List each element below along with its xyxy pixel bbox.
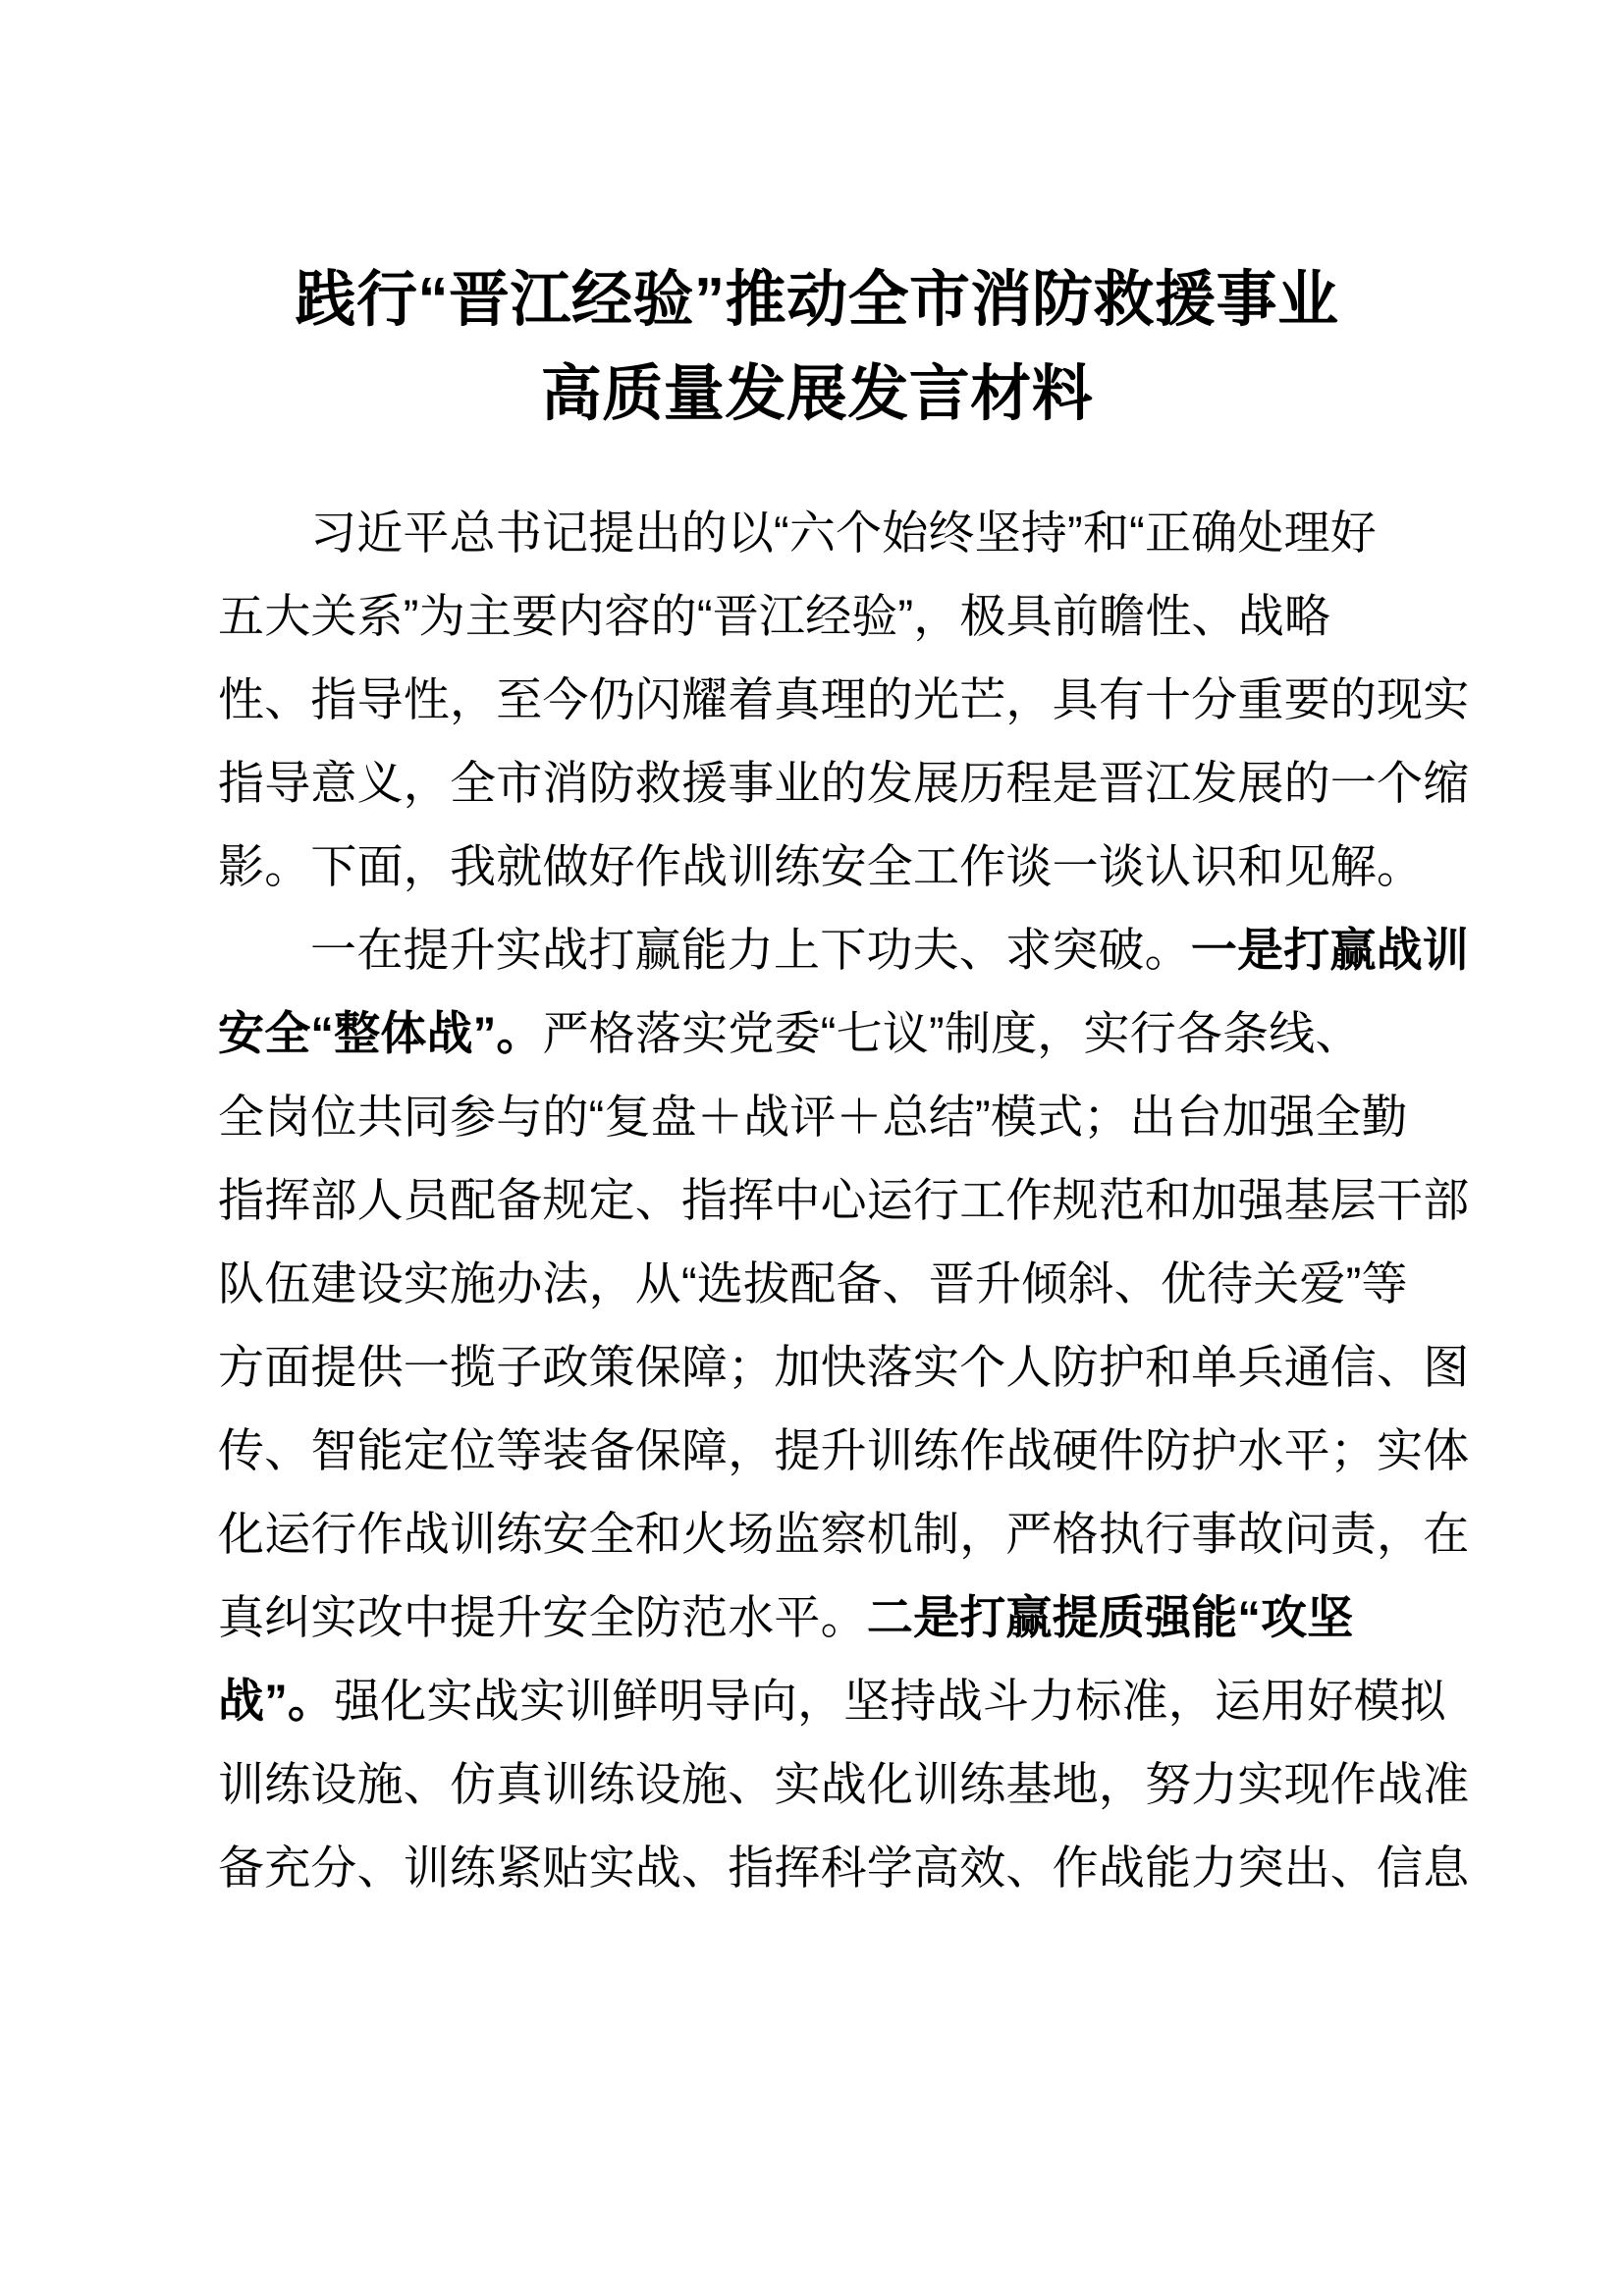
paragraph-section-one-line-6: 方面提供一揽子政策保障；加快落实个人防护和单兵通信、图 bbox=[218, 1341, 1470, 1393]
paragraph-intro-line-4: 指导意义，全市消防救援事业的发展历程是晋江发展的一个缩 bbox=[218, 757, 1470, 809]
paragraph-intro-line-3: 性、指导性，至今仍闪耀着真理的光芒，具有十分重要的现实 bbox=[218, 673, 1470, 725]
paragraph-section-one-line-5: 队伍建设实施办法，从“选拔配备、晋升倾斜、优待关爱”等 bbox=[218, 1257, 1408, 1309]
paragraph-intro-line-1 bbox=[218, 491, 1416, 574]
title-block bbox=[218, 0, 1416, 442]
section-one-body-text-1: 严格落实党委“七议”制度，实行各条线、 bbox=[542, 1007, 1362, 1059]
paragraph-intro-line-5: 影。下面，我就做好作战训练安全工作谈一谈认识和见解。 bbox=[218, 840, 1424, 892]
paragraph-section-one-line-4: 指挥部人员配备规定、指挥中心运行工作规范和加强基层干部 bbox=[218, 1174, 1470, 1226]
section-two-heading-part-2: 战”。 bbox=[218, 1675, 335, 1727]
title-line-1: 践行“晋江经验”推动全市消防救援事业 bbox=[295, 266, 1339, 334]
paragraph-section-one bbox=[218, 908, 1470, 1909]
paragraph-section-one-line-2 bbox=[218, 991, 1416, 1075]
paragraph-section-one-line-3: 全岗位共同参与的“复盘＋战评＋总结”模式；出台加强全勤 bbox=[218, 1091, 1408, 1143]
section-one-heading-part-2: 安全“整体战”。 bbox=[218, 1007, 543, 1059]
document-content bbox=[218, 0, 1470, 1909]
paragraph-section-one-line-11: 训练设施、仿真训练设施、实战化训练基地，努力实现作战准 bbox=[218, 1758, 1470, 1810]
title-line-2: 高质量发展发言材料 bbox=[540, 360, 1094, 428]
section-two-heading-part-1: 二是打赢提质强能“攻坚 bbox=[866, 1591, 1354, 1643]
paragraph-section-one-line-8: 化运行作战训练安全和火场监察机制，严格执行事故问责，在 bbox=[218, 1508, 1470, 1560]
paragraph-intro-text-1: 习近平总书记提出的以“六个始终坚持”和“正确处理好 bbox=[310, 507, 1377, 559]
paragraph-section-one-line-10 bbox=[218, 1659, 1446, 1742]
paragraph-section-one-line-9 bbox=[218, 1575, 1416, 1659]
page-title bbox=[218, 253, 1416, 442]
paragraph-section-one-line-1 bbox=[218, 908, 1470, 991]
section-one-body-text-2: 真纠实改中提升安全防范水平。 bbox=[218, 1591, 867, 1643]
paragraph-section-one-line-7: 传、智能定位等装备保障，提升训练作战硬件防护水平；实体 bbox=[218, 1424, 1470, 1476]
paragraph-intro-line-2: 五大关系”为主要内容的“晋江经验”，极具前瞻性、战略 bbox=[218, 590, 1331, 642]
body-block bbox=[218, 442, 1470, 1909]
section-one-heading-part-1: 一是打赢战训 bbox=[1190, 924, 1470, 976]
section-two-body-text-1: 强化实战实训鲜明导向，坚持战斗力标准，运用好模拟 bbox=[334, 1675, 1446, 1727]
paragraph-section-one-line-12: 备充分、训练紧贴实战、指挥科学高效、作战能力突出、信息 bbox=[218, 1842, 1470, 1894]
paragraph-intro bbox=[218, 491, 1470, 908]
section-one-lead-text: 一在提升实战打赢能力上下功夫、求突破。 bbox=[310, 924, 1191, 976]
